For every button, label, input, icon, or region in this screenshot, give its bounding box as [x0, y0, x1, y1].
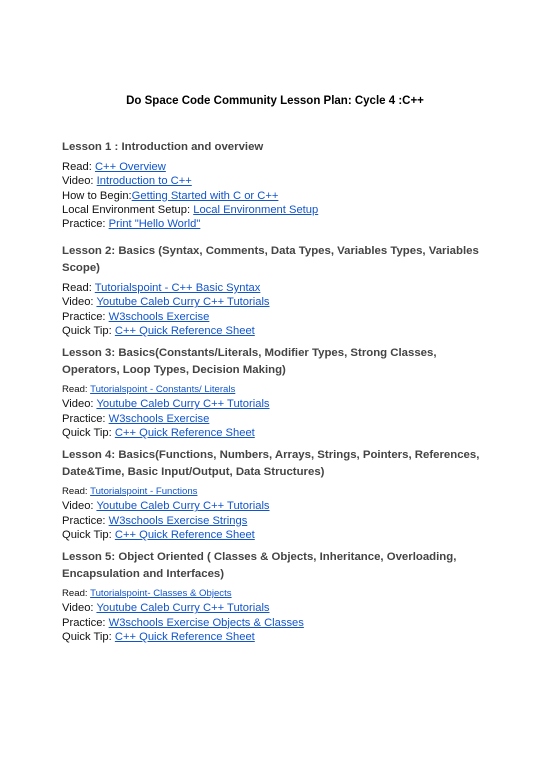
video-link[interactable]: Introduction to C++ — [96, 175, 192, 188]
row-label: Practice: — [62, 310, 109, 323]
read-link[interactable]: Tutorialspoint - Functions — [90, 486, 198, 497]
practice-row — [62, 514, 482, 528]
row-label: How to Begin: — [62, 189, 132, 202]
video-row — [62, 397, 482, 411]
quick-tip-link[interactable]: C++ Quick Reference Sheet — [114, 630, 255, 643]
video-link[interactable]: Youtube Caleb Curry C++ Tutorials — [96, 500, 270, 513]
row-label: Quick Tip: — [62, 324, 115, 337]
quick-tip-row — [62, 630, 482, 644]
row-label: Quick Tip: — [62, 426, 115, 439]
row-label: Practice: — [62, 412, 109, 425]
video-link[interactable]: Youtube Caleb Curry C++ Tutorials — [96, 398, 270, 411]
row-label: Quick Tip: — [62, 528, 115, 541]
environment-setup-row — [62, 203, 482, 217]
row-label: Read: — [62, 161, 95, 173]
lesson-5-section — [62, 549, 482, 644]
quick-tip-row — [62, 528, 482, 542]
row-label: Video: — [62, 500, 97, 513]
read-link[interactable]: Tutorialspoint - C++ Basic Syntax — [94, 282, 261, 294]
environment-setup-link[interactable]: Local Environment Setup — [193, 203, 319, 216]
lesson-4-section — [62, 447, 482, 542]
read-row — [62, 587, 482, 601]
read-row — [62, 485, 482, 499]
row-label: Read: — [62, 588, 91, 599]
read-row — [62, 281, 482, 295]
lesson-2-section — [62, 243, 482, 338]
practice-row — [62, 616, 482, 630]
practice-link[interactable]: Print "Hello World" — [108, 218, 201, 231]
lesson-1-section — [62, 139, 482, 231]
video-row — [62, 499, 482, 513]
quick-tip-link[interactable]: C++ Quick Reference Sheet — [114, 528, 255, 541]
practice-link[interactable]: W3schools Exercise — [108, 412, 210, 425]
row-label: Local Environment Setup: — [62, 203, 194, 216]
quick-tip-link[interactable]: C++ Quick Reference Sheet — [114, 426, 255, 439]
practice-link[interactable]: W3schools Exercise Objects & Classes — [108, 616, 304, 629]
row-label: Read: — [62, 282, 95, 294]
lesson-heading: Lesson 3: Basics(Constants/Literals, Modifier Types, Strong Classes, Operators, Loop Types, Decision Making) — [62, 347, 437, 376]
row-label: Video: — [62, 296, 97, 309]
read-link[interactable]: Tutorialspoint- Classes & Objects — [90, 588, 232, 599]
read-row — [62, 160, 482, 174]
video-link[interactable]: Youtube Caleb Curry C++ Tutorials — [96, 602, 270, 615]
row-label: Video: — [62, 398, 97, 411]
lesson-heading: Lesson 5: Object Oriented ( Classes & Objects, Inheritance, Overloading, Encapsulation and Interfaces) — [62, 551, 457, 580]
practice-row — [62, 310, 482, 324]
practice-link[interactable]: W3schools Exercise Strings — [108, 514, 248, 527]
practice-row — [62, 217, 482, 231]
row-label: Read: — [62, 384, 91, 395]
video-row — [62, 601, 482, 615]
row-label: Video: — [62, 175, 97, 188]
quick-tip-row — [62, 426, 482, 440]
video-link[interactable]: Youtube Caleb Curry C++ Tutorials — [96, 296, 270, 309]
practice-link[interactable]: W3schools Exercise — [108, 310, 210, 323]
lesson-3-section — [62, 345, 482, 440]
row-label: Practice: — [62, 616, 109, 629]
read-link[interactable]: Tutorialspoint - Constants/ Literals — [90, 384, 236, 395]
lesson-heading: Lesson 4: Basics(Functions, Numbers, Arrays, Strings, Pointers, References, Date&Time, Basic Input/Output, Data Structures) — [62, 449, 480, 478]
page-title: Do Space Code Community Lesson Plan: Cycle 4 :C++ — [126, 95, 424, 107]
row-label: Read: — [62, 486, 91, 497]
quick-tip-row — [62, 324, 482, 338]
row-label: Quick Tip: — [62, 630, 115, 643]
video-row — [62, 174, 482, 188]
read-link[interactable]: C++ Overview — [94, 161, 166, 173]
lesson-heading: Lesson 2: Basics (Syntax, Comments, Data Types, Variables Types, Variables Scope) — [62, 245, 479, 274]
quick-tip-link[interactable]: C++ Quick Reference Sheet — [114, 324, 255, 337]
read-row — [62, 383, 482, 397]
how-to-begin-link[interactable]: Getting Started with C or C++ — [131, 189, 279, 202]
practice-row — [62, 412, 482, 426]
video-row — [62, 295, 482, 309]
how-to-begin-row — [62, 189, 482, 203]
row-label: Video: — [62, 602, 97, 615]
row-label: Practice: — [62, 514, 109, 527]
lesson-heading: Lesson 1 : Introduction and overview — [62, 141, 264, 153]
row-label: Practice: — [62, 218, 109, 231]
